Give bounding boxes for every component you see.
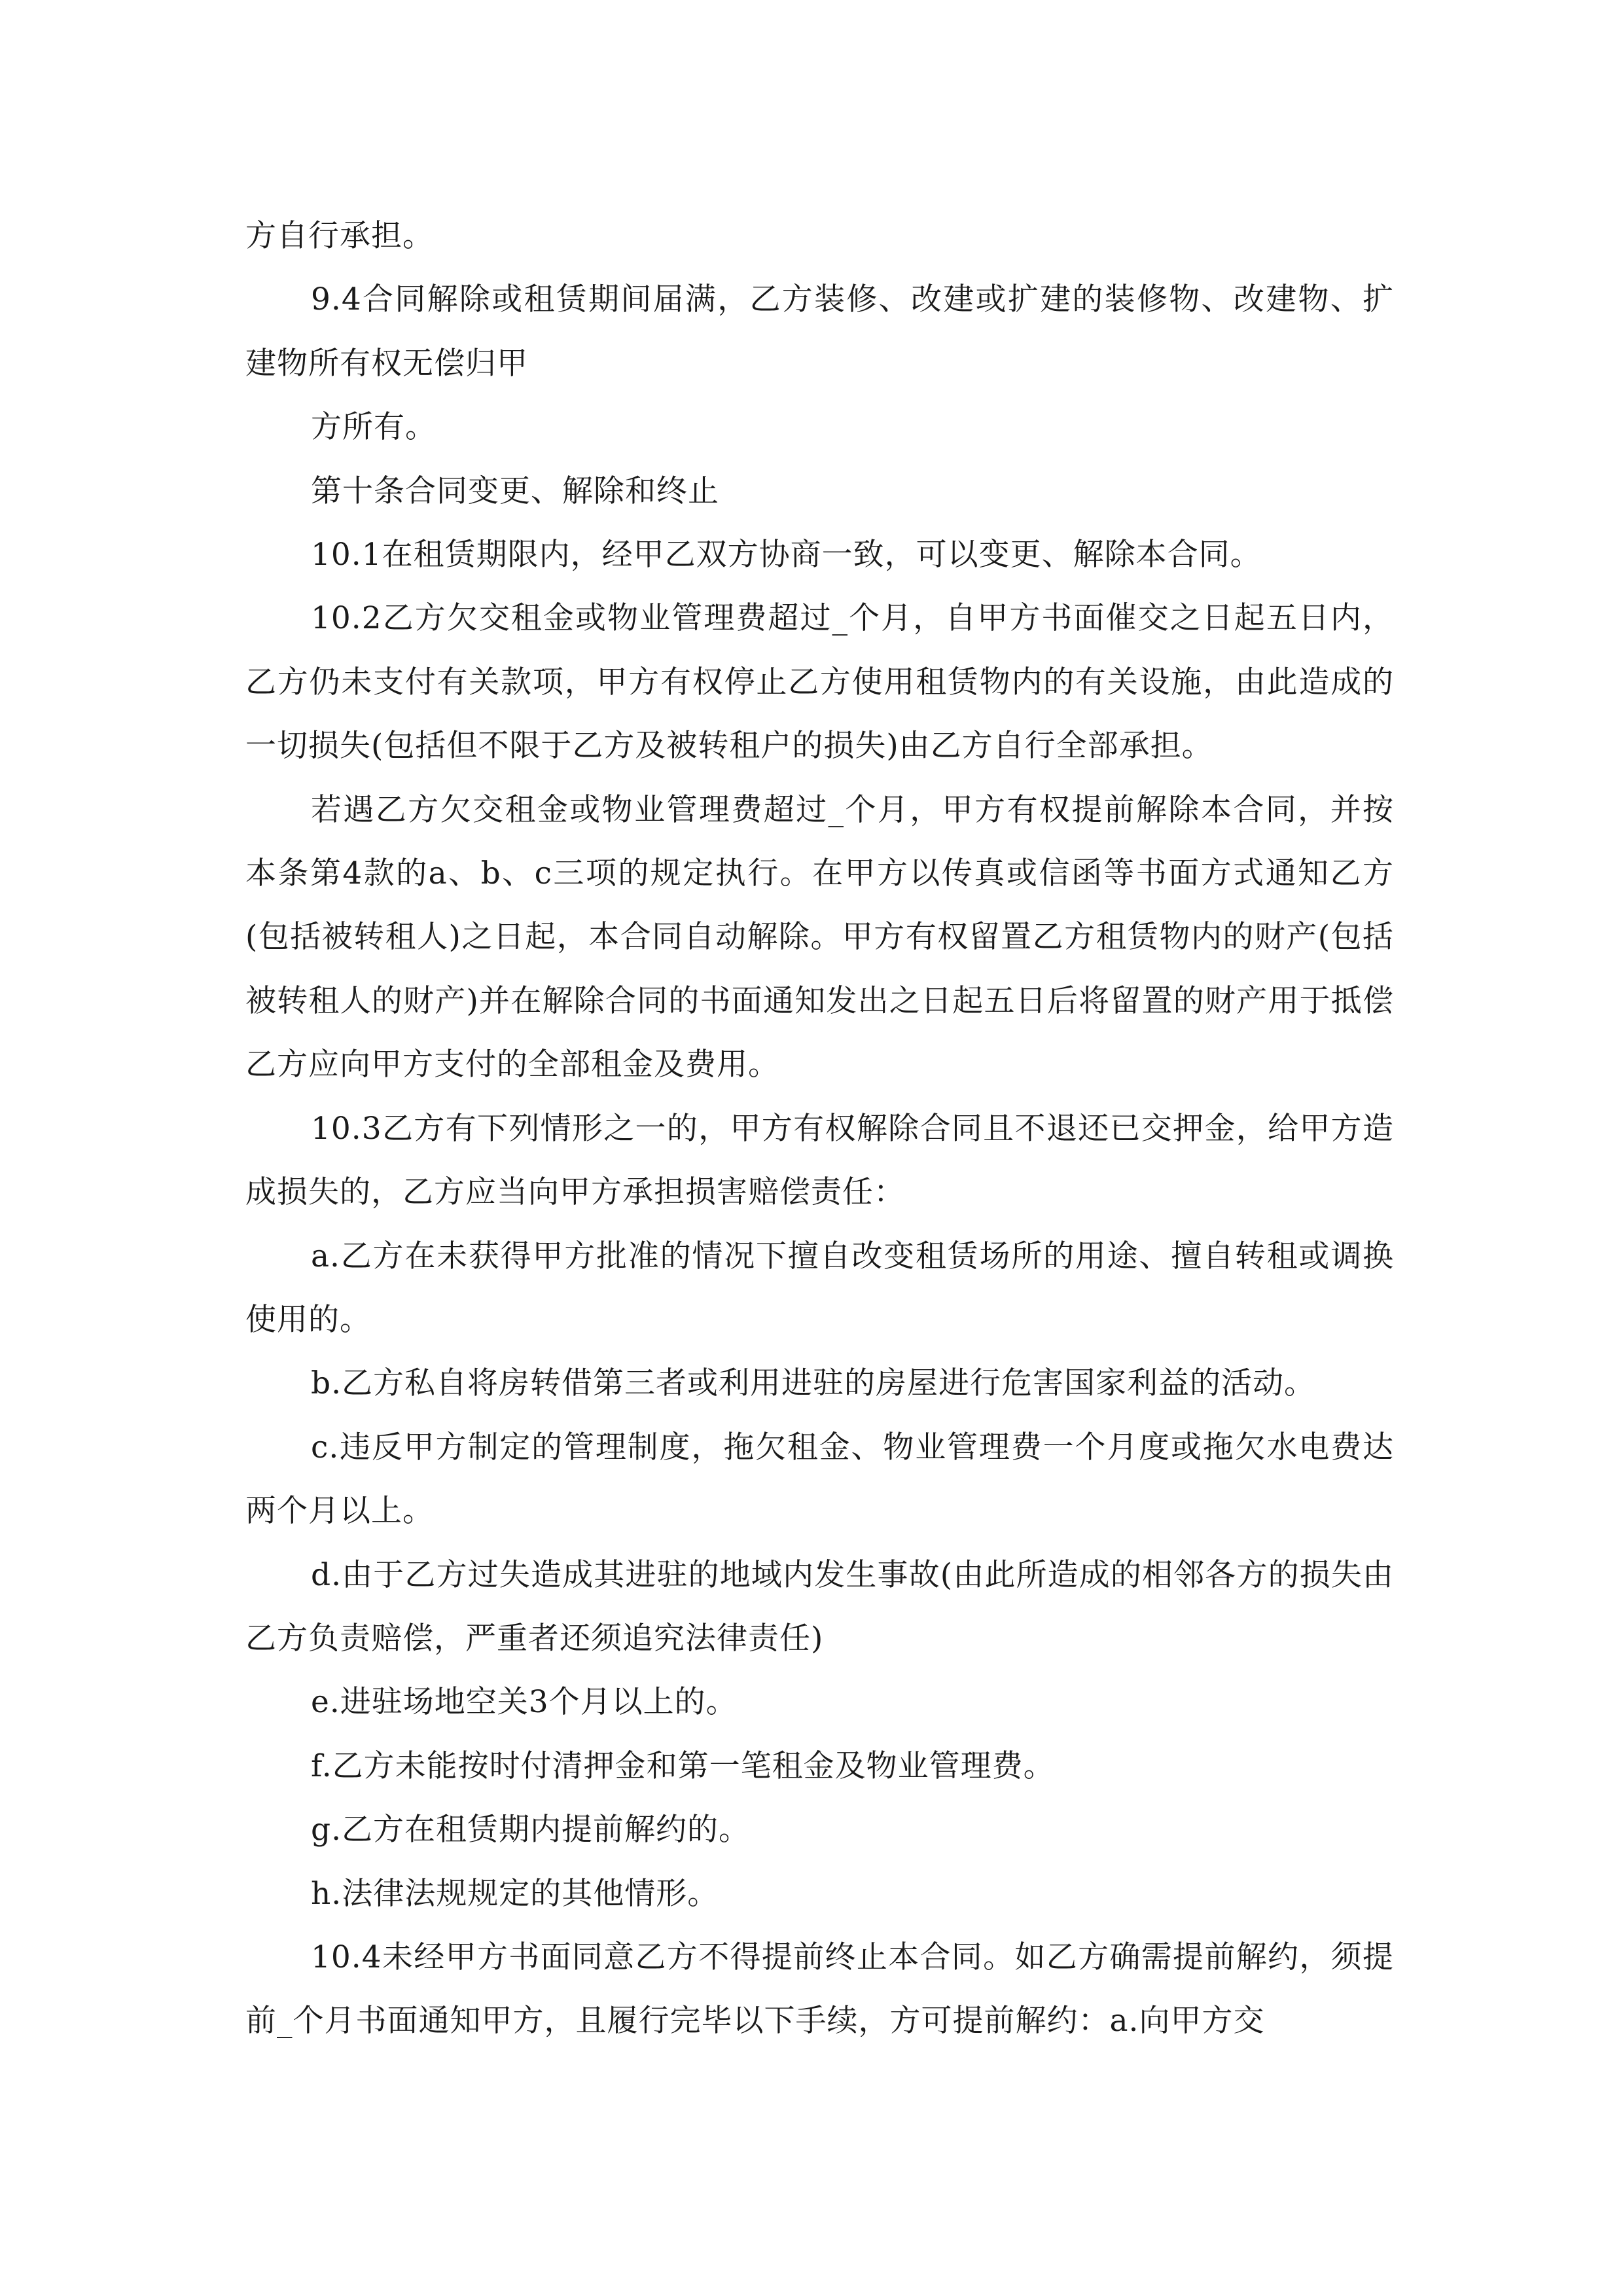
clause-10-3-item-e: e.进驻场地空关3个月以上的。 [311,1684,738,1721]
clause-10-4: 10.4未经甲方书面同意乙方不得提前终止本合同。如乙方确需提前解约，须提前_个月书面通知甲方，且履行完毕以下手续，方可提前解约：a.向甲方交 [245,1939,1394,2039]
clause-10-3-item-f: f.乙方未能按时付清押金和第一笔租金及物业管理费。 [311,1748,1055,1784]
clause-10-3-item-h: h.法律法规规定的其他情形。 [311,1875,719,1912]
clause-10-3-item-d: d.由于乙方过失造成其进驻的地域内发生事故(由此所造成的相邻各方的损失由乙方负责赔偿，严重者还须追究法律责任) [245,1556,1394,1657]
clause-10-2-paragraph-2: 若遇乙方欠交租金或物业管理费超过_个月，甲方有权提前解除本合同，并按本条第4款的a、b、c三项的规定执行。在甲方以传真或信函等书面方式通知乙方(包括被转租人)之日起，本合同自动解除。甲方有权留置乙方租赁物内的财产(包括被转租人的财产)并在解除合同的书面通知发出之日起五日后将留置的财产用于抵偿乙方应向甲方支付的全部租金及费用。 [245,791,1394,1083]
paragraph-continuation: 方自行承担。 [245,218,434,254]
clause-10-2: 10.2乙方欠交租金或物业管理费超过_个月，自甲方书面催交之日起五日内，乙方仍未支付有关款项，甲方有权停止乙方使用租赁物内的有关设施，由此造成的一切损失(包括但不限于乙方及被转租户的损失)由乙方自行全部承担。 [245,600,1394,764]
clause-10-3-item-a: a.乙方在未获得甲方批准的情况下擅自改变租赁场所的用途、擅自转租或调换使用的。 [245,1238,1394,1338]
clause-10-1: 10.1在租赁期限内，经甲乙双方协商一致，可以变更、解除本合同。 [311,537,1262,573]
clause-10-3-item-c: c.违反甲方制定的管理制度，拖欠租金、物业管理费一个月度或拖欠水电费达两个月以上。 [245,1429,1394,1530]
clause-10-3-item-g: g.乙方在租赁期内提前解约的。 [311,1812,751,1848]
clause-9-4-continuation: 方所有。 [311,409,437,446]
clause-9-4: 9.4合同解除或租赁期间届满，乙方装修、改建或扩建的装修物、改建物、扩建物所有权无偿归甲 [245,281,1394,382]
clause-10-3: 10.3乙方有下列情形之一的，甲方有权解除合同且不退还已交押金，给甲方造成损失的，乙方应当向甲方承担损害赔偿责任： [245,1110,1394,1211]
clause-10-3-item-b: b.乙方私自将房转借第三者或利用进驻的房屋进行危害国家利益的活动。 [311,1365,1316,1402]
article-10-heading: 第十条合同变更、解除和终止 [311,473,719,509]
document-body [245,204,1394,2053]
